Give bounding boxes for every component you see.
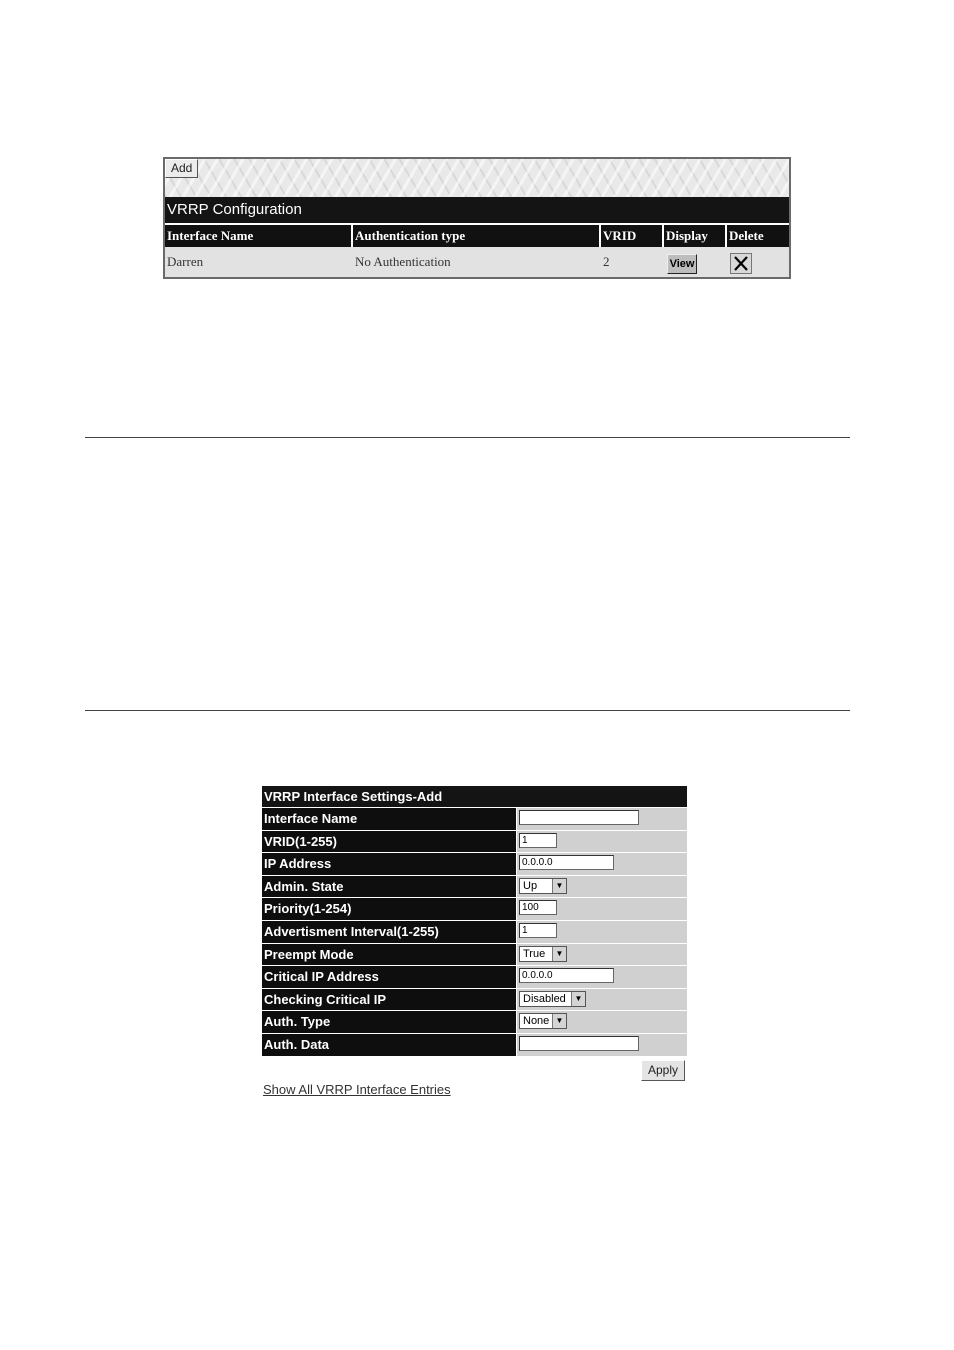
form-row-critical-ip-address [262, 965, 687, 988]
view-button[interactable]: View [667, 254, 697, 274]
column-header-delete: Delete [727, 225, 789, 247]
field-label: Auth. Type [262, 1011, 516, 1033]
field-label: Critical IP Address [262, 966, 516, 988]
priority-input[interactable]: 100 [519, 900, 557, 915]
column-header-authentication-type: Authentication type [353, 225, 599, 247]
add-button[interactable]: Add [165, 159, 198, 178]
column-header-display: Display [664, 225, 725, 247]
form-row-admin-state [262, 875, 687, 898]
decorative-banner [165, 159, 789, 197]
chevron-down-icon: ▼ [571, 992, 585, 1006]
preempt-mode-select[interactable] [519, 946, 567, 962]
checking-critical-ip-select[interactable] [519, 991, 586, 1007]
advertisment-interval-input[interactable]: 1 [519, 923, 557, 938]
column-header-interface-name: Interface Name [165, 225, 351, 247]
auth-type-select[interactable] [519, 1013, 567, 1029]
admin-state-select[interactable] [519, 878, 567, 894]
field-label: Priority(1-254) [262, 898, 516, 920]
field-label: IP Address [262, 853, 516, 875]
apply-button[interactable]: Apply [641, 1060, 685, 1081]
field-label: Interface Name [262, 808, 516, 830]
form-row-auth-data [262, 1033, 687, 1056]
field-label: VRID(1-255) [262, 831, 516, 853]
select-value: None [523, 1015, 550, 1028]
table-row [165, 247, 789, 277]
critical-ip-address-input[interactable]: 0.0.0.0 [519, 968, 614, 983]
chevron-down-icon: ▼ [552, 879, 566, 893]
form-row-ip-address [262, 852, 687, 875]
vrid-input[interactable]: 1 [519, 833, 557, 848]
select-value: True [523, 947, 546, 960]
column-header-vrid: VRID [601, 225, 662, 247]
vrrp-configuration-title: VRRP Configuration [165, 197, 789, 223]
field-label: Auth. Data [262, 1034, 516, 1056]
show-all-entries-link[interactable]: Show All VRRP Interface Entries [263, 1082, 451, 1097]
chevron-down-icon: ▼ [552, 947, 566, 961]
form-row-vrid [262, 830, 687, 853]
form-row-auth-type [262, 1010, 687, 1033]
form-row-checking-critical-ip [262, 988, 687, 1011]
auth-data-input[interactable] [519, 1036, 639, 1051]
field-label: Checking Critical IP [262, 989, 516, 1011]
select-value: Up [523, 879, 538, 892]
cell-auth-type: No Authentication [355, 254, 451, 269]
form-row-interface-name [262, 807, 687, 830]
close-x-icon [731, 254, 751, 273]
field-label: Preempt Mode [262, 944, 516, 966]
form-title: VRRP Interface Settings-Add [262, 786, 687, 807]
cell-interface-name: Darren [167, 254, 204, 269]
field-label: Admin. State [262, 876, 516, 898]
form-row-preempt-mode [262, 943, 687, 966]
form-row-priority [262, 897, 687, 920]
chevron-down-icon: ▼ [552, 1014, 566, 1028]
vrrp-configuration-panel [163, 157, 791, 279]
interface-name-input[interactable] [519, 810, 639, 825]
delete-button[interactable] [730, 253, 752, 274]
divider [85, 437, 850, 438]
select-value: Disabled [523, 992, 566, 1005]
form-row-advertisment-interval [262, 920, 687, 943]
field-label: Advertisment Interval(1-255) [262, 921, 516, 943]
vrrp-interface-settings-form [262, 786, 687, 1056]
ip-address-input[interactable]: 0.0.0.0 [519, 855, 614, 870]
table-header [165, 223, 789, 247]
cell-vrid: 2 [603, 254, 610, 269]
divider [85, 710, 850, 711]
